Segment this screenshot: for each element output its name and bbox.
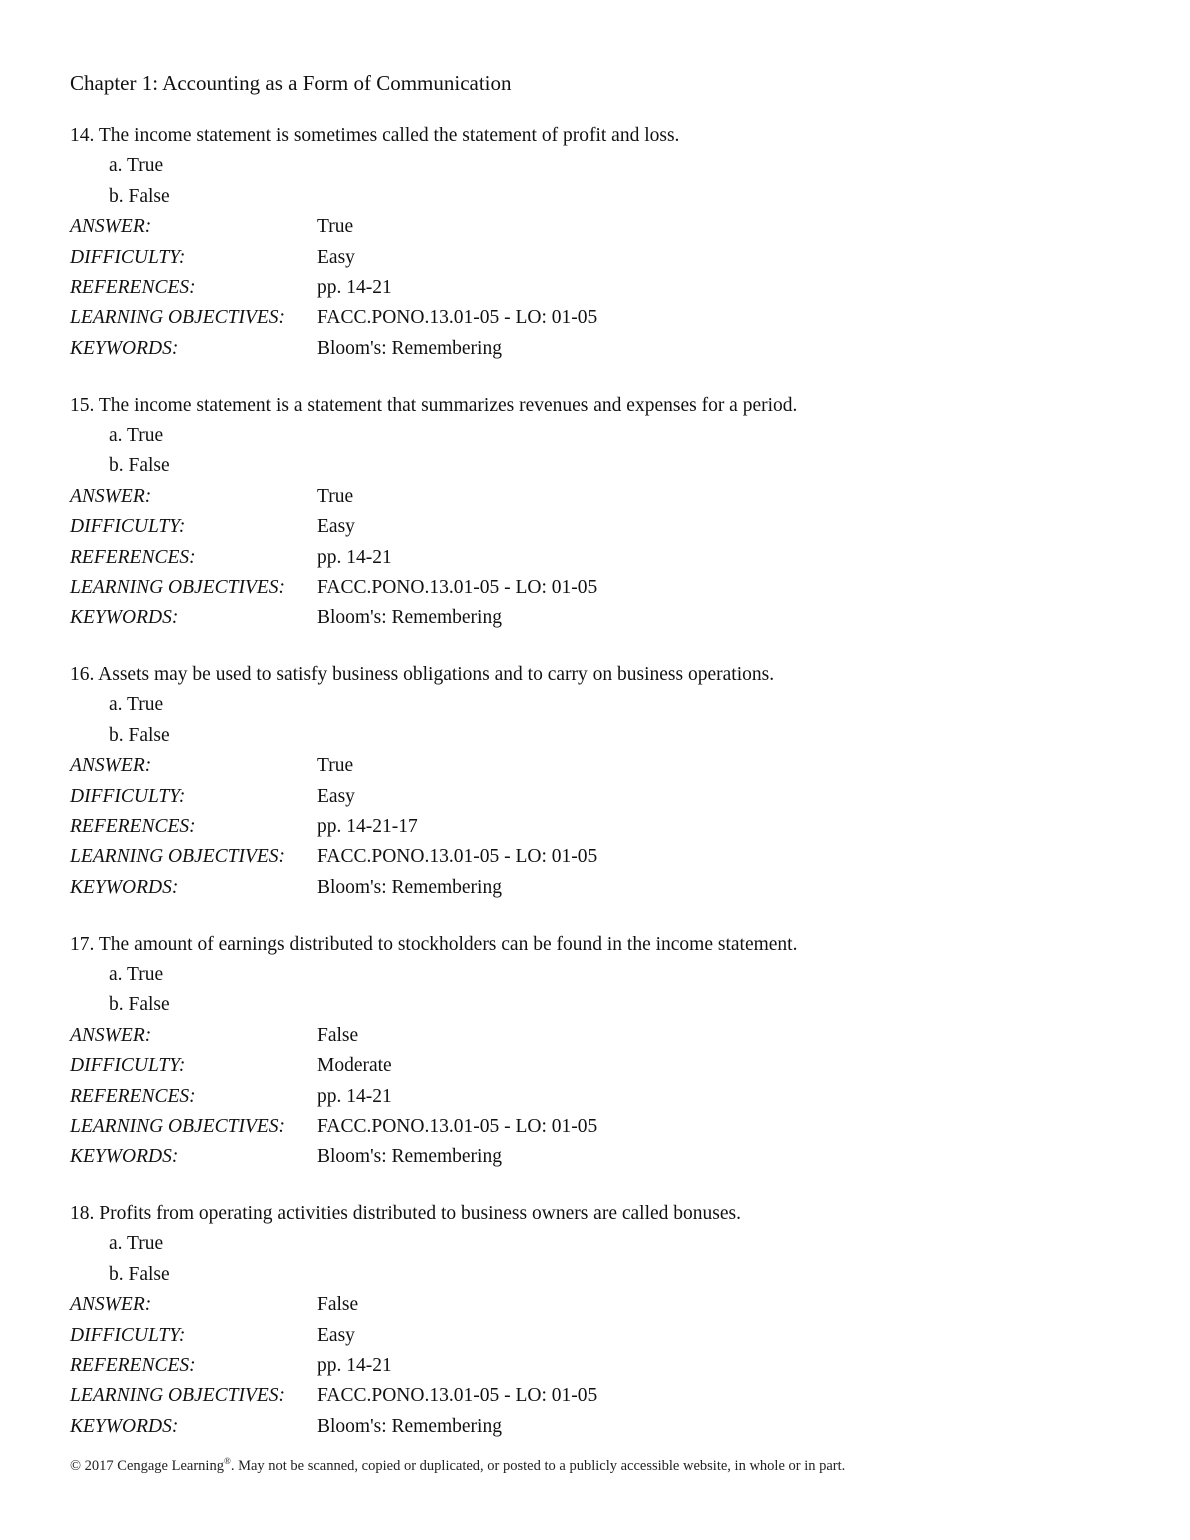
references-row [70,812,1150,842]
difficulty-value: Moderate [317,1055,392,1077]
answer-value: True [317,216,354,238]
learning-objectives-label: LEARNING OBJECTIVES: [70,307,286,329]
learning-objectives-row [70,842,1150,872]
references-label: REFERENCES: [70,277,196,299]
answer-label: ANSWER: [70,485,152,507]
answer-label: ANSWER: [70,1024,152,1046]
question-14 [70,121,1150,391]
learning-objectives-value: FACC.PONO.13.01-05 - LO: 01-05 [317,1385,598,1407]
copyright-footer [70,1451,845,1476]
difficulty-row [70,512,1150,542]
question-text: 15. The income statement is a statement that summarizes revenues and expenses for a period. [70,394,798,416]
keywords-value: Bloom's: Remembering [317,1146,502,1168]
references-label: REFERENCES: [70,1355,196,1377]
keywords-label: KEYWORDS: [70,1415,179,1437]
question-text: 18. Profits from operating activities distributed to business owners are called bonuses. [70,1203,741,1224]
references-row [70,1351,1150,1381]
question-list [70,121,1150,1469]
answer-value: True [317,485,354,507]
difficulty-value: Easy [317,516,355,538]
learning-objectives-row [70,303,1150,333]
keywords-value: Bloom's: Remembering [317,337,502,359]
copyright-notice: . May not be scanned, copied or duplicated, or posted to a publicly accessible website, in whole or in part. [230,1458,846,1474]
difficulty-label: DIFFICULTY: [70,1324,186,1346]
question-text: 14. The income statement is sometimes called the statement of profit and loss. [70,125,680,146]
references-label: REFERENCES: [70,546,196,568]
learning-objectives-label: LEARNING OBJECTIVES: [70,576,286,598]
learning-objectives-value: FACC.PONO.13.01-05 - LO: 01-05 [317,576,598,598]
option-b: b. False [109,724,170,746]
difficulty-row [70,1051,1150,1081]
difficulty-row [70,1321,1150,1351]
question-17 [70,930,1150,1200]
references-value: pp. 14-21 [317,1085,392,1107]
references-label: REFERENCES: [70,816,196,838]
chapter-title: Chapter 1: Accounting as a Form of Communication [70,71,512,95]
references-row [70,543,1150,573]
option-a: a. True [109,155,164,177]
question-text: 16. Assets may be used to satisfy business obligations and to carry on business operations. [70,664,775,685]
keywords-label: KEYWORDS: [70,607,179,629]
learning-objectives-row [70,1112,1150,1142]
keywords-label: KEYWORDS: [70,337,179,359]
option-a: a. True [109,963,164,985]
difficulty-label: DIFFICULTY: [70,246,186,268]
learning-objectives-value: FACC.PONO.13.01-05 - LO: 01-05 [317,1115,598,1137]
difficulty-label: DIFFICULTY: [70,785,186,807]
option-b: b. False [109,185,170,207]
references-value: pp. 14-21 [317,1355,392,1377]
learning-objectives-row [70,573,1150,603]
keywords-row [70,1412,1150,1442]
difficulty-value: Easy [317,785,355,807]
answer-row [70,1290,1150,1320]
answer-row [70,1021,1150,1051]
difficulty-value: Easy [317,1324,355,1346]
difficulty-label: DIFFICULTY: [70,1055,186,1077]
keywords-label: KEYWORDS: [70,1146,179,1168]
learning-objectives-label: LEARNING OBJECTIVES: [70,1385,286,1407]
references-row [70,1082,1150,1112]
option-a: a. True [109,1233,164,1255]
question-15 [70,391,1150,661]
option-b: b. False [109,1263,170,1285]
difficulty-label: DIFFICULTY: [70,516,186,538]
option-a: a. True [109,424,164,446]
option-a: a. True [109,694,164,716]
answer-row [70,212,1150,242]
difficulty-value: Easy [317,246,355,268]
keywords-value: Bloom's: Remembering [317,1415,502,1437]
answer-row [70,751,1150,781]
answer-value: False [317,1024,359,1046]
references-value: pp. 14-21 [317,546,392,568]
keywords-row [70,1142,1150,1172]
references-value: pp. 14-21-17 [317,816,418,838]
question-16 [70,660,1150,930]
answer-label: ANSWER: [70,216,152,238]
keywords-row [70,873,1150,903]
keywords-row [70,334,1150,364]
answer-value: False [317,1294,359,1316]
question-text: 17. The amount of earnings distributed to stockholders can be found in the income statement. [70,933,798,955]
registered-mark: ® [223,1456,231,1466]
option-b: b. False [109,994,170,1016]
answer-label: ANSWER: [70,755,152,777]
learning-objectives-value: FACC.PONO.13.01-05 - LO: 01-05 [317,307,598,329]
references-row [70,273,1150,303]
keywords-label: KEYWORDS: [70,876,179,898]
difficulty-row [70,782,1150,812]
copyright-text: © 2017 Cengage Learning [70,1458,224,1474]
keywords-value: Bloom's: Remembering [317,607,502,629]
option-b: b. False [109,455,170,477]
answer-value: True [317,755,354,777]
learning-objectives-row [70,1381,1150,1411]
difficulty-row [70,243,1150,273]
answer-label: ANSWER: [70,1294,152,1316]
references-label: REFERENCES: [70,1085,196,1107]
answer-row [70,482,1150,512]
learning-objectives-label: LEARNING OBJECTIVES: [70,1115,286,1137]
learning-objectives-value: FACC.PONO.13.01-05 - LO: 01-05 [317,846,598,868]
learning-objectives-label: LEARNING OBJECTIVES: [70,846,286,868]
references-value: pp. 14-21 [317,277,392,299]
question-18 [70,1199,1150,1469]
keywords-value: Bloom's: Remembering [317,876,502,898]
keywords-row [70,603,1150,633]
